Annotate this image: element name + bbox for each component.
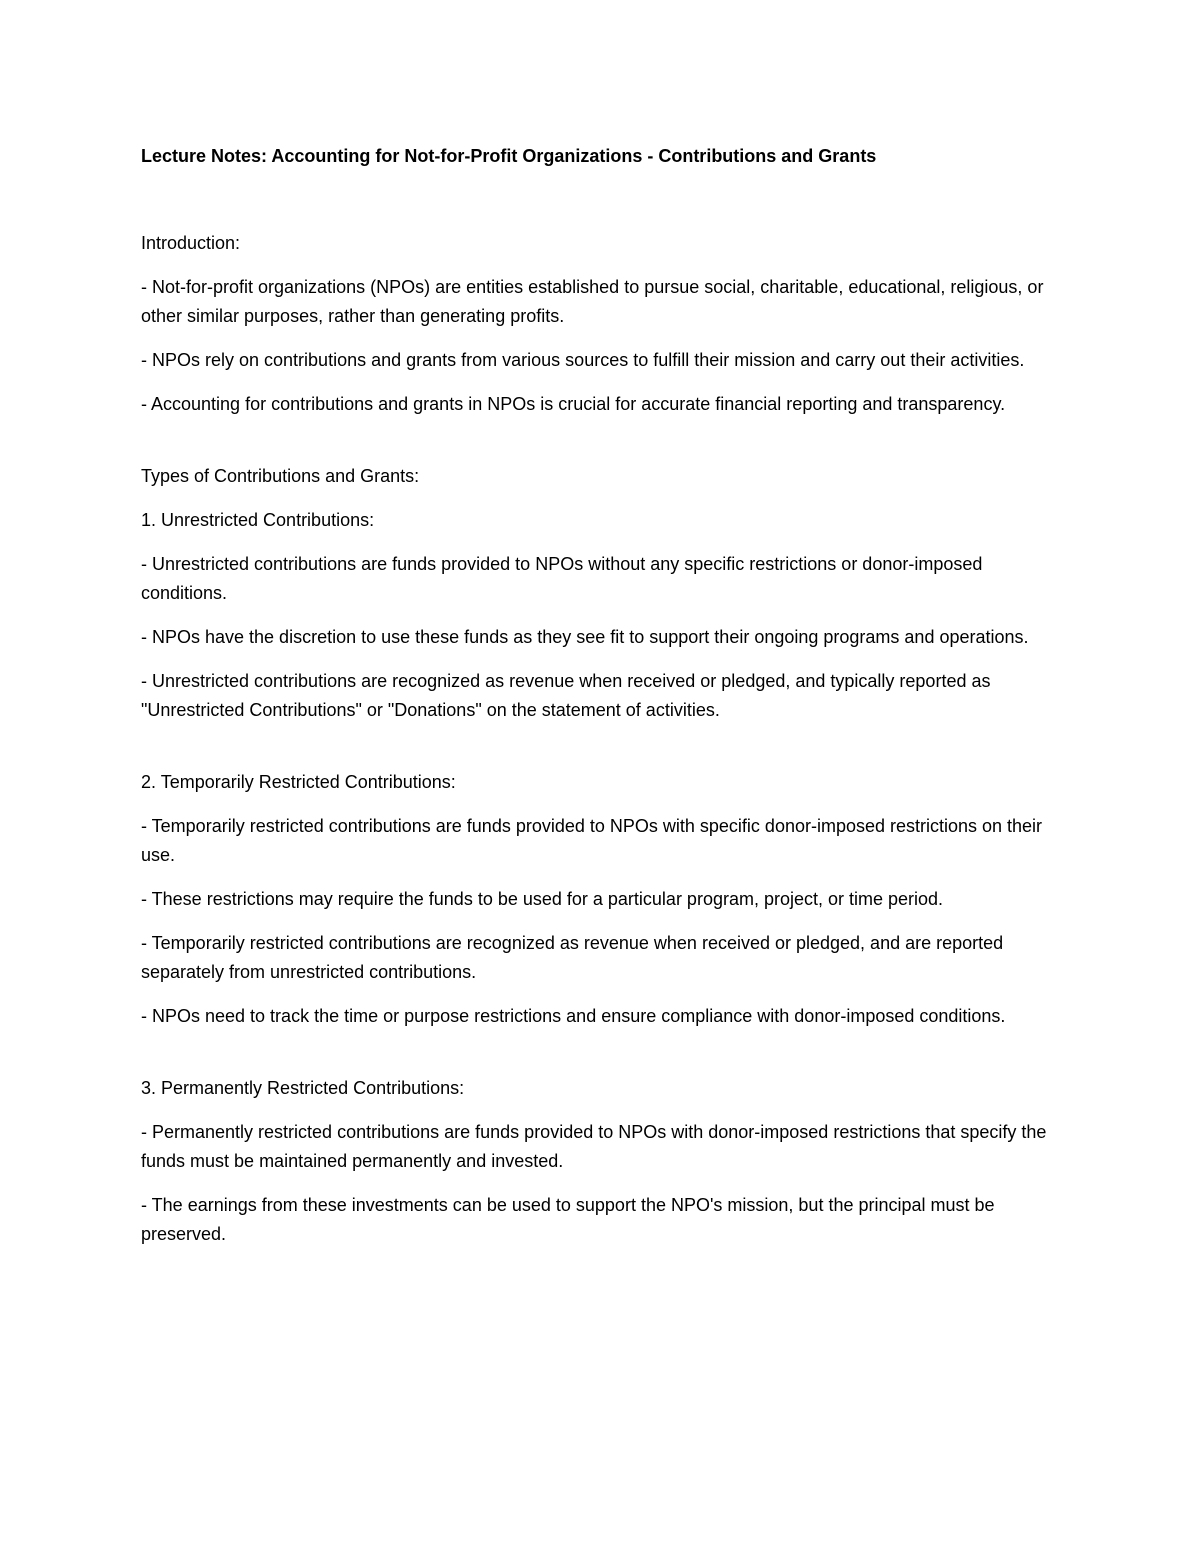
temporarily-restricted-heading: 2. Temporarily Restricted Contributions:	[141, 772, 456, 792]
spacer	[141, 419, 1061, 462]
spacer	[141, 171, 1061, 229]
temporarily-restricted-point: - NPOs need to track the time or purpose restrictions and ensure compliance with donor-imposed conditions.	[141, 1006, 1006, 1026]
permanently-restricted-point: - Permanently restricted contributions are funds provided to NPOs with donor-imposed restrictions that specify the funds must be maintained permanently and invested.	[141, 1122, 1047, 1171]
document-body	[141, 142, 1061, 1249]
document-title: Lecture Notes: Accounting for Not-for-Profit Organizations - Contributions and Grants	[141, 146, 877, 166]
unrestricted-point: - NPOs have the discretion to use these funds as they see fit to support their ongoing programs and operations.	[141, 627, 1029, 647]
temporarily-restricted-point: - Temporarily restricted contributions are recognized as revenue when received or pledged, and are reported separately from unrestricted contributions.	[141, 933, 1004, 982]
temporarily-restricted-point: - Temporarily restricted contributions are funds provided to NPOs with specific donor-imposed restrictions on their use.	[141, 816, 1043, 865]
introduction-heading: Introduction:	[141, 233, 241, 253]
introduction-point: - Not-for-profit organizations (NPOs) are entities established to pursue social, charitable, educational, religious, or other similar purposes, rather than generating profits.	[141, 277, 1044, 326]
permanently-restricted-heading: 3. Permanently Restricted Contributions:	[141, 1078, 465, 1098]
spacer	[141, 725, 1061, 768]
temporarily-restricted-point: - These restrictions may require the funds to be used for a particular program, project, or time period.	[141, 889, 944, 909]
introduction-point: - NPOs rely on contributions and grants from various sources to fulfill their mission and carry out their activities.	[141, 350, 1025, 370]
types-heading: Types of Contributions and Grants:	[141, 466, 420, 486]
unrestricted-point: - Unrestricted contributions are recognized as revenue when received or pledged, and typically reported as "Unrestricted Contributions" or "Donations" on the statement of activities.	[141, 671, 991, 720]
introduction-point: - Accounting for contributions and grants in NPOs is crucial for accurate financial reporting and transparency.	[141, 394, 1006, 414]
unrestricted-point: - Unrestricted contributions are funds provided to NPOs without any specific restrictions or donor-imposed conditions.	[141, 554, 983, 603]
unrestricted-heading: 1. Unrestricted Contributions:	[141, 510, 375, 530]
permanently-restricted-point: - The earnings from these investments can be used to support the NPO's mission, but the principal must be preserved.	[141, 1195, 995, 1244]
spacer	[141, 1031, 1061, 1074]
